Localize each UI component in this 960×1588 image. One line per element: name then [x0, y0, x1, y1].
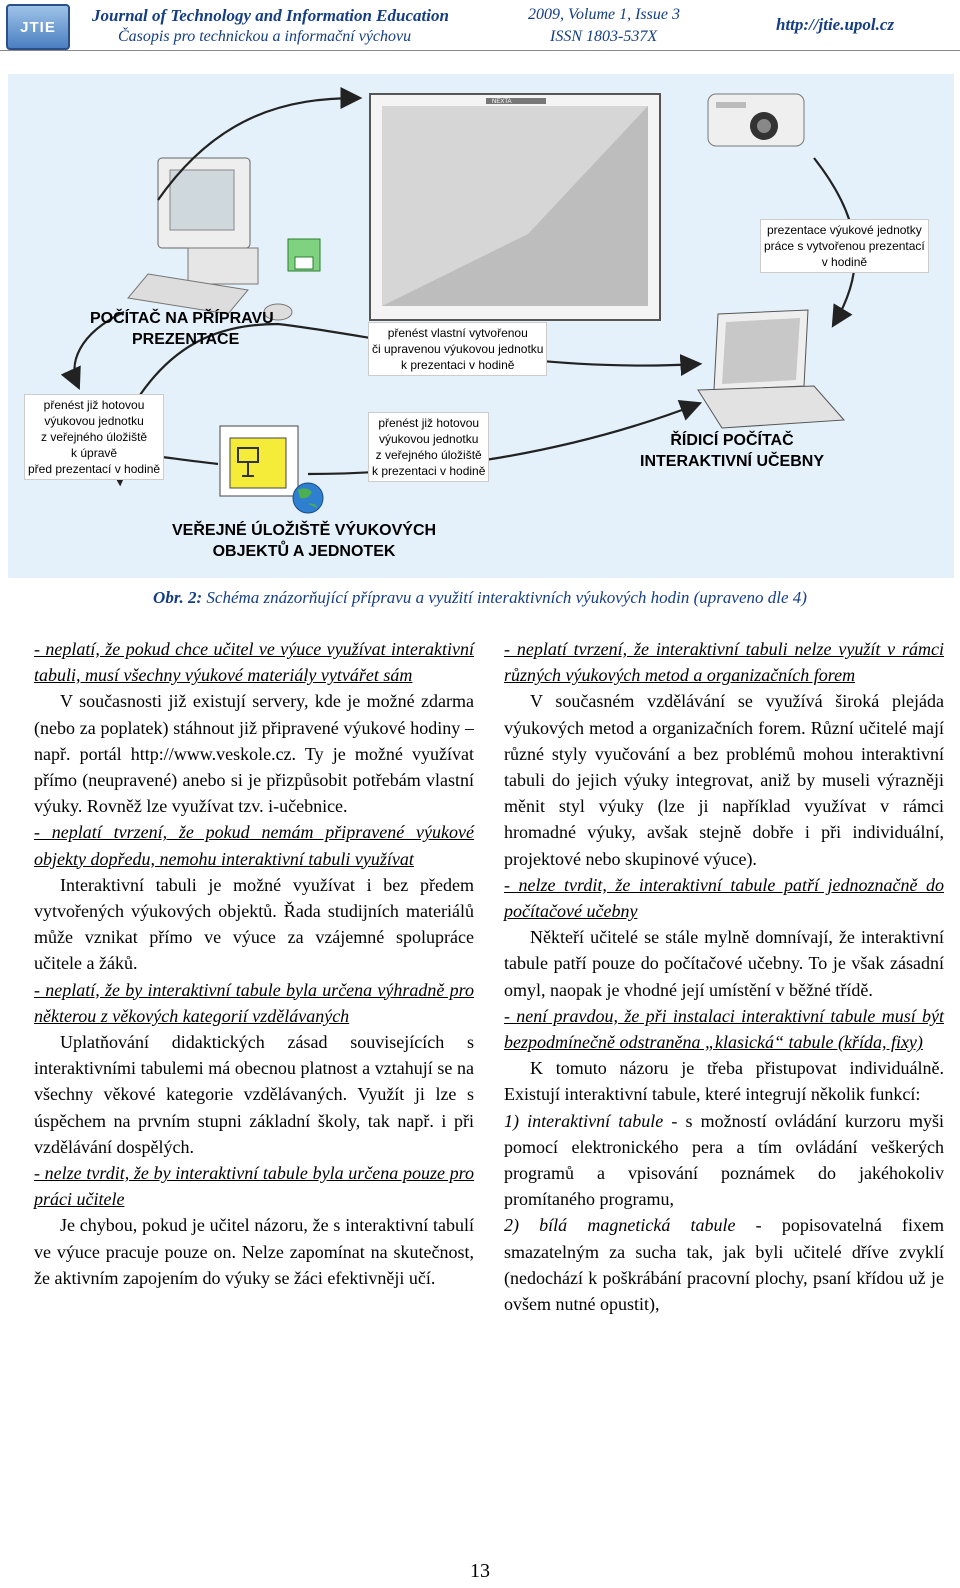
interactive-whiteboard-icon	[370, 94, 660, 320]
label-prep-pc: POČÍTAČ NA PŘÍPRAVU PREZENTACE	[90, 310, 274, 348]
paragraph: V současnosti již existují servery, kde je možné zdarma (nebo za poplatek) stáhnout již připravené výukové hodiny – např. portál http://www.veskole.cz. Ty je možné využívat přímo (neupravené) anebo si je přizpůsobit potřebám vlastní výuky. Rovněž lze využívat tzv. i-učebnice.	[34, 691, 474, 817]
journal-logo: JTIE	[6, 4, 70, 50]
journal-title-en: Journal of Technology and Information Education	[92, 6, 449, 25]
section-heading: - není pravdou, že při instalaci interaktivní tabule musí být bezpodmínečně odstraněna „klasická“ tabule (křída, fixy)	[504, 1005, 944, 1053]
figure-schema	[8, 74, 954, 578]
paragraph: Je chybou, pokud je učitel názoru, že s interaktivní tabulí ve výuce pracuje pouze on. Nelze zapomínat na skutečnost, že aktivním zapojením do výuky se žáci efektivněji učí.	[34, 1215, 474, 1288]
label-repository: VEŘEJNÉ ÚLOŽIŠTĚ VÝUKOVÝCH OBJEKTŮ A JEDNOTEK	[172, 522, 437, 560]
paragraph: V současném vzdělávání se využívá široká plejáda výukových metod a organizačních forem. Různí učitelé mají různé styly vyučování a bez problémů mohou interaktivní tabuli do jejich výuky integrovat, aniž by museli výrazněji měnit styl výuky (lze ji například využívat v rámci hromadné výuky, avšak stejně dobře i při individuální, projektové nebo skupinové výuce).	[504, 691, 944, 869]
list-item: 2) bílá magnetická tabule - popisovatelná fixem smazatelným za sucha tak, jak byli učitelé dříve zvyklí (nedochází k poškrábání pracovní plochy, psaní křídou už je ovšem nutné opustit),	[504, 1215, 944, 1315]
label-own-unit: přenést vlastní vytvořenou či upravenou výukovou jednotku k prezentaci v hodině	[368, 322, 547, 376]
left-column	[34, 636, 474, 1291]
repository-folder-icon	[220, 426, 298, 496]
paragraph: Interaktivní tabuli je možné využívat i bez předem vytvořených výukových objektů. Řada studijních materiálů může vznikat přímo ve výuce za vzájemné spolupráce učitele a žáků.	[34, 874, 474, 974]
section-heading: - neplatí tvrzení, že interaktivní tabuli nelze využít v rámci různých výukových metod a organizačních forem	[504, 639, 944, 686]
label-repo-to-prep: přenést již hotovou výukovou jednotku z veřejného úložiště k úpravě před prezentací v hodině	[24, 394, 164, 480]
journal-title-cz: Časopis pro technickou a informační výchovu	[118, 28, 412, 45]
paragraph: Uplatňování didaktických zásad souvisejících s interaktivními tabulemi má obecnou platnost a vztahují se na všechny věkové kategorie vzdělávaných. Využít ji lze s úspěchem na prvním stupni základní školy, tak např. i při vzdělávání dospělých.	[34, 1032, 474, 1157]
journal-url[interactable]: http://jtie.upol.cz	[776, 15, 895, 34]
section-heading: - nelze tvrdit, že by interaktivní tabule byla určena pouze pro práci učitele	[34, 1163, 474, 1210]
projector-icon	[708, 94, 804, 146]
label-control-pc: ŘÍDICÍ POČÍTAČ INTERAKTIVNÍ UČEBNY	[640, 432, 825, 470]
paragraph: Někteří učitelé se stále mylně domnívají, že interaktivní tabule patří pouze do počítačové učebny. To je však zásadní omyl, naopak je vhodné její umístění v běžné třídě.	[504, 927, 944, 1000]
list-item: 1) interaktivní tabule - s možností ovládání kurzoru myši pomocí elektronického pera a tím ovládání veškerých programů a vpisování poznámek do jakéhokoliv promítaného programu,	[504, 1110, 944, 1210]
header-divider	[0, 50, 960, 51]
page-number: 13	[470, 1560, 490, 1582]
label-repo-to-class: přenést již hotovou výukovou jednotku z veřejného úložiště k prezentaci v hodině	[368, 412, 489, 482]
journal-issn: ISSN 1803-537X	[550, 28, 658, 45]
label-presentation: prezentace výukové jednotky práce s vytvořenou prezentací v hodině	[760, 219, 929, 273]
paragraph: K tomuto názoru je třeba přistupovat individuálně. Existují interaktivní tabule, které integrují několik funkcí:	[504, 1058, 944, 1105]
right-column	[504, 636, 944, 1317]
figure-caption: Obr. 2: Schéma znázorňující přípravu a využití interaktivních výukových hodin (upraveno dle 4)	[153, 588, 807, 607]
section-heading: - neplatí tvrzení, že pokud nemám připravené výukové objekty dopředu, nemohu interaktivní tabuli využívat	[34, 822, 474, 869]
journal-volume: 2009, Volume 1, Issue 3	[528, 6, 680, 23]
globe-icon	[293, 483, 323, 513]
section-heading: - nelze tvrdit, že interaktivní tabule patří jednoznačně do počítačové učebny	[504, 874, 944, 922]
prep-computer-icon	[128, 158, 292, 320]
board-brand: NEXTA	[492, 99, 512, 105]
floppy-disk-icon	[288, 239, 320, 271]
section-heading: - neplatí, že by interaktivní tabule byla určena výhradně pro některou z věkových kategorií vzdělávaných	[34, 979, 474, 1026]
laptop-icon	[698, 310, 844, 428]
section-heading: - neplatí, že pokud chce učitel ve výuce využívat interaktivní tabuli, musí všechny výukové materiály vytvářet sám	[34, 639, 474, 686]
